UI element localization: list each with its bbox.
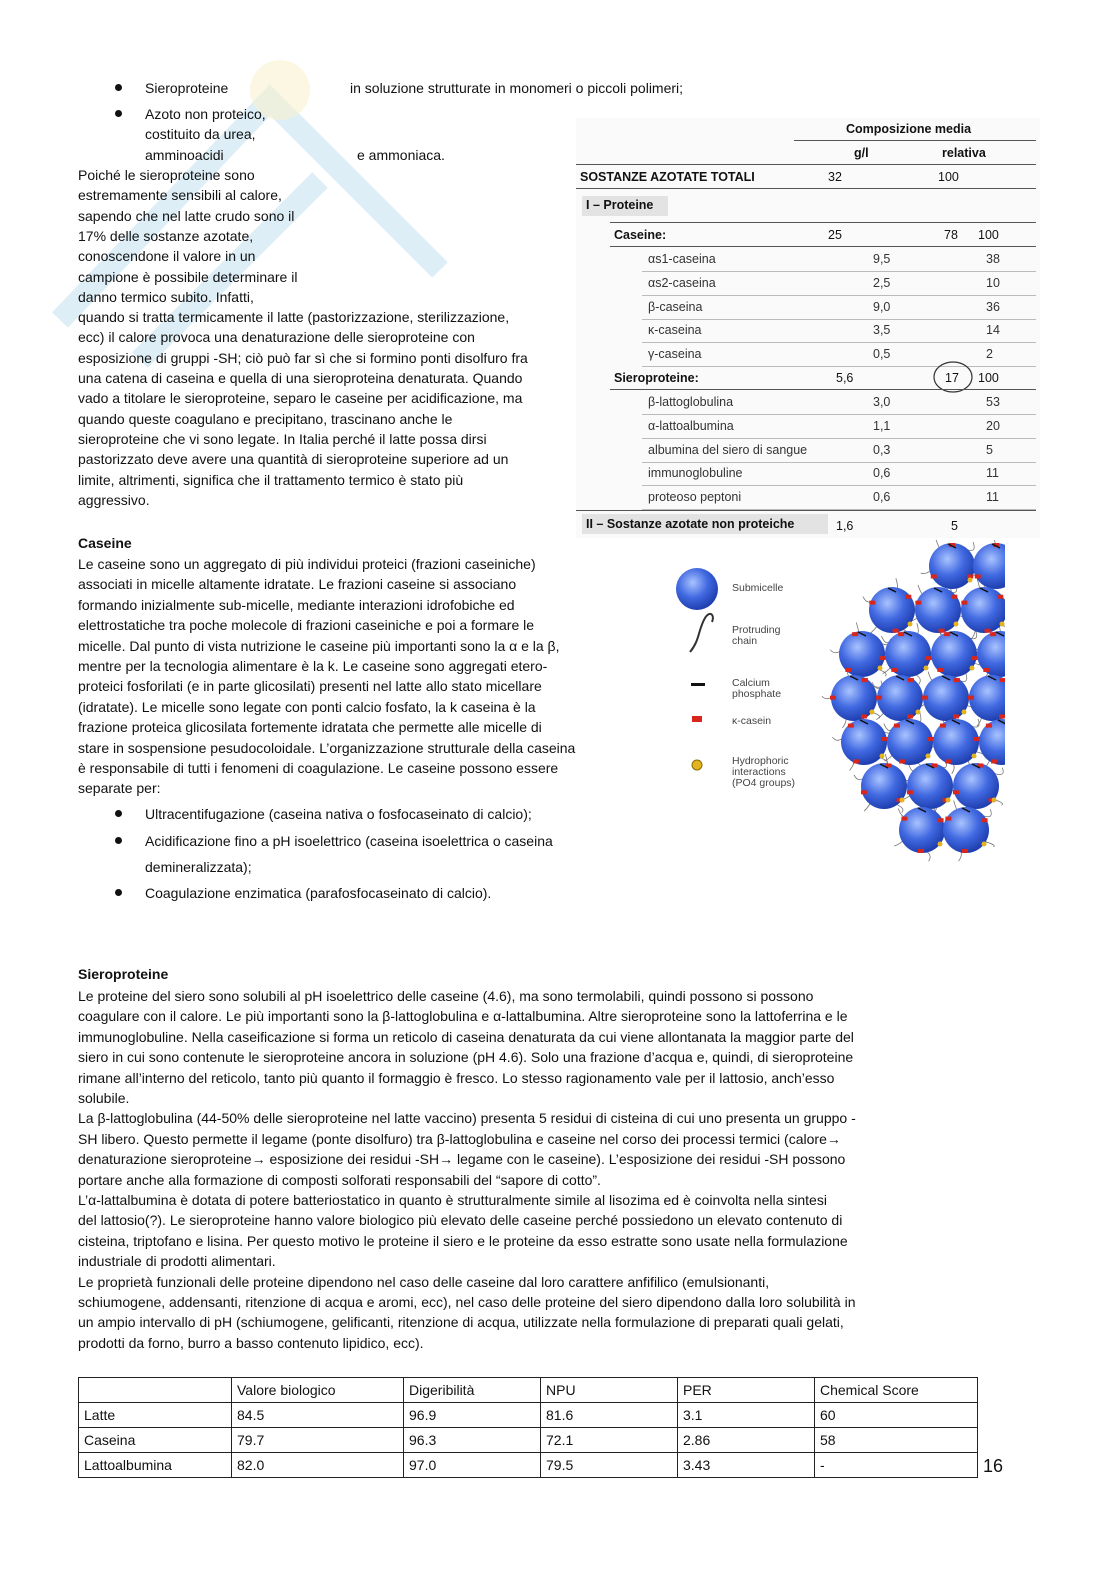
kcasein-mark bbox=[945, 759, 951, 763]
kcasein-mark bbox=[830, 696, 836, 700]
kcasein-mark bbox=[926, 656, 932, 660]
hydrophobic-mark bbox=[924, 666, 929, 671]
comp-row-label: αs2-caseina bbox=[648, 275, 716, 290]
table-header-cell: NPU bbox=[541, 1378, 678, 1403]
hydrophobic-mark bbox=[908, 622, 913, 627]
protruding-chain bbox=[854, 775, 863, 780]
submicelle bbox=[933, 719, 979, 765]
hydrophobic-mark bbox=[992, 798, 997, 803]
kcasein-mark bbox=[918, 849, 924, 853]
hydrophobic-mark bbox=[1000, 622, 1005, 627]
comp-row-label: α-lattoalbumina bbox=[648, 418, 734, 433]
kcasein-mark bbox=[990, 632, 996, 636]
table-cell: 79.5 bbox=[541, 1453, 678, 1478]
submicelle bbox=[887, 719, 933, 765]
paragraph-line: mentre per la tecnologia alimentare è la k. Le caseine sono aggregati etero- bbox=[78, 658, 548, 674]
paragraph-line: Le caseine sono un aggregato di più individui proteici (frazioni caseiniche) bbox=[78, 556, 536, 572]
legend-po4: (PO4 groups) bbox=[732, 777, 796, 789]
hydrophobic-mark bbox=[878, 666, 883, 671]
paragraph-line: quando si tratta termicamente il latte (pastorizzazione, sterilizzazione, bbox=[78, 309, 510, 326]
paragraph-line: separate per: bbox=[78, 780, 161, 797]
paragraph-line: coagulare con il calore. Le più importanti sono la β-lattoglobulina e α-lattalbumina. Altre sieroproteine sono la lattoferrina e le bbox=[78, 1008, 848, 1025]
comp-row-gl: 2,5 bbox=[873, 275, 891, 290]
kcasein-mark bbox=[975, 574, 981, 578]
comp-row-gl: 0,5 bbox=[873, 347, 891, 362]
paragraph-line: sieroproteine che vi sono legate. In Italia perché il latte possa dirsi bbox=[78, 430, 487, 447]
paragraph-line: formando inizialmente sub-micelle, mediante interazioni idrofobiche ed bbox=[78, 596, 515, 613]
comp-siero-gl: 5,6 bbox=[836, 371, 854, 385]
submicelle bbox=[961, 587, 1005, 633]
comp-row-label: β-lattoglobulina bbox=[648, 395, 734, 409]
kcasein-mark bbox=[862, 678, 868, 682]
table-cell: 97.0 bbox=[404, 1453, 541, 1478]
kcasein-mark bbox=[891, 668, 897, 672]
legend-chain: chain bbox=[732, 635, 758, 647]
kcasein-mark bbox=[999, 714, 1005, 718]
kcasein-mark bbox=[922, 696, 928, 700]
kcasein-mark bbox=[907, 714, 913, 718]
kcasein-mark bbox=[945, 817, 951, 821]
kcasein-icon bbox=[692, 716, 702, 722]
table-cell: 96.3 bbox=[404, 1428, 541, 1453]
paragraph-line: quando queste coagulano e precipitano, trascinano anche le bbox=[78, 410, 453, 427]
kcasein-mark bbox=[861, 714, 867, 718]
kcasein-mark bbox=[997, 595, 1003, 599]
comp-row-label: albumina del siero di sangue bbox=[648, 442, 808, 457]
comp-col-gl: g/l bbox=[854, 146, 869, 160]
paragraph-line: stare in sospensione pesudocoloidale. L’organizzazione strutturale della caseina bbox=[78, 739, 576, 756]
hydrophobic-mark bbox=[870, 710, 875, 715]
comp-header-group: Composizione media bbox=[846, 122, 972, 136]
submicelle bbox=[899, 807, 945, 853]
protruding-chain bbox=[870, 626, 877, 633]
caseine-bullet-1: Ultracentifugazione (caseina nativa o fosfocaseinato di calcio); bbox=[145, 806, 532, 822]
paragraph-line: proteici fosforilati (e in parte glicosilati) presenti nel latte allo stato micellare bbox=[78, 678, 542, 695]
micelle-svg bbox=[660, 540, 1005, 870]
bullet-dot bbox=[115, 810, 122, 817]
kcasein-mark bbox=[848, 724, 854, 728]
comp-row-gl: 0,3 bbox=[873, 442, 891, 457]
comp-siero-label: Sieroproteine: bbox=[614, 371, 699, 385]
kcasein-mark bbox=[931, 574, 937, 578]
kcasein-mark bbox=[985, 629, 991, 633]
paragraph-line: SH libero. Questo permette il legame (ponte disolfuro) tra β-lattoglobulina e caseine nel corso dei processi termici (calore→ bbox=[78, 1130, 841, 1147]
comp-row-gl: 9,0 bbox=[873, 299, 891, 314]
kcasein-mark bbox=[861, 790, 867, 794]
table-row bbox=[79, 1453, 978, 1478]
submicelle bbox=[869, 587, 915, 633]
bullet-azoto: Azoto non proteico, bbox=[145, 106, 266, 122]
kcasein-mark bbox=[962, 849, 968, 853]
kcasein-mark bbox=[938, 818, 944, 822]
submicelle bbox=[923, 675, 969, 721]
comp-row-gl: 3,0 bbox=[873, 395, 891, 409]
comp-caseine-rel: 78 bbox=[944, 228, 958, 242]
comp-caseine-rel2: 100 bbox=[978, 228, 999, 242]
caseine-bullet-2: Acidificazione fino a pH isoelettrico (caseina isoelettrica o caseina bbox=[145, 833, 553, 849]
table-header-cell bbox=[79, 1378, 232, 1403]
hydrophobic-mark bbox=[938, 842, 943, 847]
hydrophobic-mark bbox=[970, 666, 975, 671]
composition-table bbox=[576, 118, 1040, 538]
comp-row-rel: 14 bbox=[986, 323, 1000, 338]
paragraph-line: cisteina, triptofano e lisina. Per questo motivo le proteine il siero e le proteine da esso estratte sono usate nella formulazione bbox=[78, 1232, 848, 1249]
paragraph-line: danno termico subito. Infatti, bbox=[78, 288, 254, 305]
table-cell: 2.86 bbox=[678, 1428, 815, 1453]
protruding-chain bbox=[864, 803, 870, 811]
kcasein-mark bbox=[852, 632, 858, 636]
paragraph-line: un ampio intervallo di pH (schiumogene, gelificanti, ritenzione di acqua, utilizzate nella formulazione di preparati quali gelati, bbox=[78, 1314, 844, 1331]
paragraph-line: aggressivo. bbox=[78, 491, 150, 508]
submicelle bbox=[831, 675, 877, 721]
paragraph-line: schiumogene, addensanti, ritenzione di acqua e aromi, ecc), nel caso delle proteine del siero dipendono dalla loro solubilità in bbox=[78, 1294, 856, 1310]
paragraph-line: del lattosio(?). Le sieroproteine hanno valore biologico più elevato delle caseine perché possiedono un elevato contenuto di bbox=[78, 1212, 843, 1229]
kcasein-mark bbox=[905, 595, 911, 599]
hydrophobic-mark bbox=[982, 842, 987, 847]
comp-section2-label: II – Sostanze azotate non proteiche bbox=[586, 517, 795, 531]
kcasein-mark bbox=[876, 696, 882, 700]
kcasein-mark bbox=[880, 656, 886, 660]
submicelle bbox=[943, 807, 989, 853]
comp-siero-rel2: 100 bbox=[978, 371, 999, 385]
paragraph-line: è responsabile di tutti i fenomeni di coagulazione. Le caseine possono essere bbox=[78, 760, 559, 776]
kcasein-mark bbox=[894, 724, 900, 728]
table-row bbox=[79, 1428, 978, 1453]
legend-hydrophoric: Hydrophoric bbox=[732, 755, 789, 767]
kcasein-mark bbox=[893, 629, 899, 633]
kcasein-mark bbox=[953, 790, 959, 794]
phosphate-icon bbox=[691, 683, 705, 686]
caseine-heading: Caseine bbox=[78, 535, 132, 551]
comp-row-gl: 0,6 bbox=[873, 490, 891, 505]
paragraph-line: pastorizzato deve avere una quantità di sieroproteine superiore ad un bbox=[78, 451, 509, 468]
comp-row-rel: 53 bbox=[986, 395, 1000, 409]
comp-row-rel: 38 bbox=[986, 252, 1000, 266]
protruding-chain bbox=[952, 764, 954, 774]
kcasein-mark bbox=[944, 632, 950, 636]
submicelle bbox=[977, 631, 1005, 677]
kcasein-mark bbox=[899, 759, 905, 763]
comp-siero-rel: 17 bbox=[945, 371, 959, 385]
comp-row-rel: 20 bbox=[986, 418, 1000, 433]
table-cell: 84.5 bbox=[232, 1403, 404, 1428]
table-cell: 3.1 bbox=[678, 1403, 815, 1428]
kcasein-mark bbox=[882, 737, 888, 741]
table-cell: 81.6 bbox=[541, 1403, 678, 1428]
paragraph-line: frazione proteica glicosilata fortemente idratata che permette alle micelle di bbox=[78, 719, 542, 736]
paragraph-line: limite, altrimenti, significa che il trattamento termico è stato più bbox=[78, 471, 464, 488]
submicelle-icon bbox=[676, 568, 718, 610]
bullet-azoto-line3: amminoacidi bbox=[145, 147, 224, 163]
hydrophobic-mark bbox=[962, 710, 967, 715]
kcasein-mark bbox=[928, 737, 934, 741]
table-cell: 96.9 bbox=[404, 1403, 541, 1428]
kcasein-mark bbox=[908, 678, 914, 682]
kcasein-mark bbox=[986, 724, 992, 728]
kcasein-mark bbox=[983, 668, 989, 672]
comp-total-label: SOSTANZE AZOTATE TOTALI bbox=[580, 170, 755, 184]
protruding-chain bbox=[876, 713, 883, 720]
paragraph-line: solubile. bbox=[78, 1090, 130, 1106]
comp-row-gl: 9,5 bbox=[873, 252, 891, 266]
paragraph-line: rimane all’interno del reticolo, tanto più quanto il formaggio è fresco. Lo stesso ragionamento vale per il lattosio, anch’esso bbox=[78, 1069, 835, 1086]
table-header-cell: Valore biologico bbox=[232, 1378, 404, 1403]
table-row bbox=[79, 1403, 978, 1428]
siero-heading: Sieroproteine bbox=[78, 966, 169, 982]
paragraph-line: Le proteine del siero sono solubili al pH isoelettrico delle caseine (4.6), ma sono termolabili, quindi possono si possono bbox=[78, 988, 814, 1004]
kcasein-mark bbox=[991, 759, 997, 763]
comp-row-rel: 11 bbox=[986, 466, 999, 481]
table-cell: Latte bbox=[79, 1403, 232, 1428]
table-cell: 3.43 bbox=[678, 1453, 815, 1478]
comp-row-label: immunoglobuline bbox=[648, 466, 743, 481]
legend-protruding: Protruding bbox=[732, 624, 781, 636]
paragraph-line: industriale di prodotti alimentari. bbox=[78, 1253, 276, 1270]
comp-section2-rel: 5 bbox=[951, 519, 958, 533]
table-cell: 82.0 bbox=[232, 1453, 404, 1478]
comp-row-label: γ-caseina bbox=[648, 347, 702, 362]
hydrophobic-mark bbox=[926, 754, 931, 759]
legend-interactions: interactions bbox=[732, 766, 786, 778]
paragraph-line: campione è possibile determinare il bbox=[78, 268, 298, 285]
kcasein-mark bbox=[853, 759, 859, 763]
paragraph-line: La β-lattoglobulina (44-50% delle sieroproteine nel latte vaccino) presenta 5 residui di cisteina di cui uno presenta un gruppo - bbox=[78, 1110, 856, 1127]
legend-submicelle: Submicelle bbox=[732, 582, 784, 594]
hydrophobic-mark bbox=[946, 798, 951, 803]
comp-section1: I – Proteine bbox=[586, 198, 654, 212]
paragraph-line: denaturazione sieroproteine→ esposizione dei residui -SH→ legame con le caseine). L’esposizione dei residui -SH possono bbox=[78, 1151, 846, 1168]
kcasein-mark bbox=[907, 790, 913, 794]
comp-section2-gl: 1,6 bbox=[836, 519, 854, 533]
bullet-azoto-line3b: e ammoniaca. bbox=[357, 147, 445, 163]
protruding-chain bbox=[959, 851, 962, 861]
protein-quality-table bbox=[78, 1377, 978, 1478]
table-header-cell: PER bbox=[678, 1378, 815, 1403]
chain-icon bbox=[690, 614, 713, 652]
paragraph-line: vado a titolare le sieroproteine, separo le caseine per acidificazione, ma bbox=[78, 390, 523, 407]
paragraph-line: esposizione di gruppi -SH; ciò può far sì che si formino ponti disolfuro fra bbox=[78, 349, 528, 366]
protruding-chain bbox=[921, 571, 931, 574]
submicelle bbox=[929, 543, 975, 589]
kcasein-mark bbox=[939, 629, 945, 633]
protruding-chain bbox=[994, 768, 1003, 775]
table-cell: Lattoalbumina bbox=[79, 1453, 232, 1478]
bullet-sieroproteine: Sieroproteine bbox=[145, 80, 229, 96]
protruding-chain bbox=[842, 719, 846, 728]
submicelle bbox=[915, 587, 961, 633]
paragraph-line: estremamente sensibili al calore, bbox=[78, 187, 282, 204]
comp-row-rel: 5 bbox=[986, 442, 993, 457]
paragraph-line: prodotti da forno, burro a basso contenuto lipidico, ecc). bbox=[78, 1334, 424, 1351]
protruding-chain bbox=[832, 737, 842, 740]
comp-row-label: αs1-caseina bbox=[648, 252, 716, 266]
protruding-chain bbox=[927, 852, 931, 862]
paragraph-line: associati in micelle altamente idratate. Le frazioni caseine si associano bbox=[78, 576, 517, 593]
paragraph-line: L’α-lattalbumina è dotata di potere batteriostatico in quanto è strutturalmente simile al lisozima ed è coinvolta nella sintesi bbox=[78, 1192, 827, 1208]
comp-caseine-gl: 25 bbox=[828, 228, 842, 242]
kcasein-mark bbox=[915, 601, 921, 605]
kcasein-mark bbox=[898, 632, 904, 636]
comp-row-rel: 2 bbox=[986, 347, 993, 362]
bullet-dot bbox=[115, 889, 122, 896]
table-cell: - bbox=[815, 1453, 978, 1478]
hydrophobic-mark bbox=[900, 798, 905, 803]
protruding-chain bbox=[971, 630, 975, 639]
legend-phosphate: phosphate bbox=[732, 688, 782, 700]
table-header-cell: Chemical Score bbox=[815, 1378, 978, 1403]
comp-row-label: κ-caseina bbox=[648, 323, 702, 338]
submicelle bbox=[841, 719, 887, 765]
kcasein-mark bbox=[1000, 678, 1005, 682]
protruding-chain bbox=[894, 841, 903, 846]
paragraph-line: conoscendone il valore in un bbox=[78, 248, 256, 265]
comp-row-label: proteoso peptoni bbox=[648, 490, 742, 505]
paragraph-line: portare anche alla formazione di composti solforati responsabili del “sapore di cotto”. bbox=[78, 1171, 601, 1188]
bullet-dot bbox=[115, 84, 122, 91]
paragraph-line: ecc) il calore provoca una denaturazione delle sieroproteine con bbox=[78, 329, 475, 346]
paragraph-line: Le proprietà funzionali delle proteine dipendono nel caso delle caseine dal loro carattere anfifilico (emulsionanti, bbox=[78, 1273, 770, 1290]
bullet-dot bbox=[115, 837, 122, 844]
comp-row-rel: 10 bbox=[986, 275, 1000, 290]
kcasein-mark bbox=[845, 668, 851, 672]
bullet-sieroproteine-desc: in soluzione strutturate in monomeri o piccoli polimeri; bbox=[350, 80, 684, 96]
comp-col-rel: relativa bbox=[942, 146, 986, 160]
kcasein-mark bbox=[982, 818, 988, 822]
caseine-bullet-3: Coagulazione enzimatica (parafosfocaseinato di calcio). bbox=[145, 885, 492, 901]
protruding-chain bbox=[983, 809, 992, 817]
comp-row-rel: 11 bbox=[986, 490, 999, 505]
table-header-row bbox=[79, 1378, 978, 1403]
bullet-azoto-line2: costituito da urea, bbox=[145, 126, 256, 142]
paragraph-line: 17% delle sostanze azotate, bbox=[78, 227, 254, 244]
kcasein-mark bbox=[954, 678, 960, 682]
table-cell: Caseina bbox=[79, 1428, 232, 1453]
table-cell: 60 bbox=[815, 1403, 978, 1428]
comp-row-rel: 36 bbox=[986, 299, 1000, 314]
table-header-cell: Digeribilità bbox=[404, 1378, 541, 1403]
hydrophobic-icon bbox=[692, 760, 702, 770]
comp-total-rel: 100 bbox=[938, 170, 959, 184]
micelle-figure bbox=[660, 540, 1005, 870]
paragraph-line: sapendo che nel latte crudo sono il bbox=[78, 207, 295, 224]
submicelle bbox=[969, 675, 1005, 721]
submicelle bbox=[877, 675, 923, 721]
bullet-dot bbox=[115, 110, 122, 117]
hydrophobic-mark bbox=[916, 710, 921, 715]
legend-kcasein: κ-casein bbox=[732, 715, 772, 727]
kcasein-mark bbox=[937, 668, 943, 672]
paragraph-line: elettrostatiche tra poche molecole di frazioni caseiniche e poi a formare le bbox=[78, 617, 535, 634]
kcasein-mark bbox=[951, 595, 957, 599]
kcasein-mark bbox=[940, 724, 946, 728]
paragraph-line: micelle. Dal punto di vista nutrizione le caseine più importanti sono la α e la β, bbox=[78, 637, 560, 654]
paragraph-line: (idratate). Le micelle sono legate con ponti calcio fosfato, la k caseina è la bbox=[78, 698, 536, 715]
hydrophobic-mark bbox=[880, 754, 885, 759]
hydrophobic-mark bbox=[972, 754, 977, 759]
legend-calcium: Calcium bbox=[732, 677, 770, 689]
table-cell: 58 bbox=[815, 1428, 978, 1453]
micelle-cluster bbox=[822, 540, 1005, 861]
submicelle bbox=[979, 719, 1005, 765]
kcasein-mark bbox=[953, 714, 959, 718]
kcasein-mark bbox=[961, 601, 967, 605]
caseine-bullet-2-cont: demineralizzata); bbox=[145, 859, 252, 875]
comp-caseine-label: Caseine: bbox=[614, 228, 667, 242]
kcasein-mark bbox=[968, 696, 974, 700]
hydrophobic-mark bbox=[968, 578, 973, 583]
kcasein-mark bbox=[869, 601, 875, 605]
kcasein-mark bbox=[974, 737, 980, 741]
comp-row-gl: 1,1 bbox=[873, 418, 891, 433]
paragraph-line: immunoglobuline. Nella caseificazione si forma un reticolo di caseina denaturata da cui viene allontanata la maggior parte del bbox=[78, 1028, 854, 1045]
protruding-chain bbox=[883, 668, 891, 674]
paragraph-line: una catena di caseina e quella di una sieroproteina denaturata. Quando bbox=[78, 370, 523, 386]
paragraph-line: Poiché le sieroproteine sono bbox=[78, 167, 255, 183]
comp-row-gl: 0,6 bbox=[873, 466, 891, 481]
page-number: 16 bbox=[983, 1456, 1004, 1476]
hydrophobic-mark bbox=[954, 622, 959, 627]
protruding-chain bbox=[830, 650, 840, 653]
comp-row-label: β-caseina bbox=[648, 299, 703, 314]
table-cell: 72.1 bbox=[541, 1428, 678, 1453]
kcasein-mark bbox=[901, 817, 907, 821]
paragraph-line: siero in cui sono contenute le sieroproteine ancora in soluzione (pH 4.6). Solo una frazione d’acqua e, quindi, di sieroproteine bbox=[78, 1049, 854, 1066]
comp-total-gl: 32 bbox=[828, 170, 842, 184]
table-cell: 79.7 bbox=[232, 1428, 404, 1453]
kcasein-mark bbox=[972, 656, 978, 660]
comp-row-gl: 3,5 bbox=[873, 323, 891, 338]
